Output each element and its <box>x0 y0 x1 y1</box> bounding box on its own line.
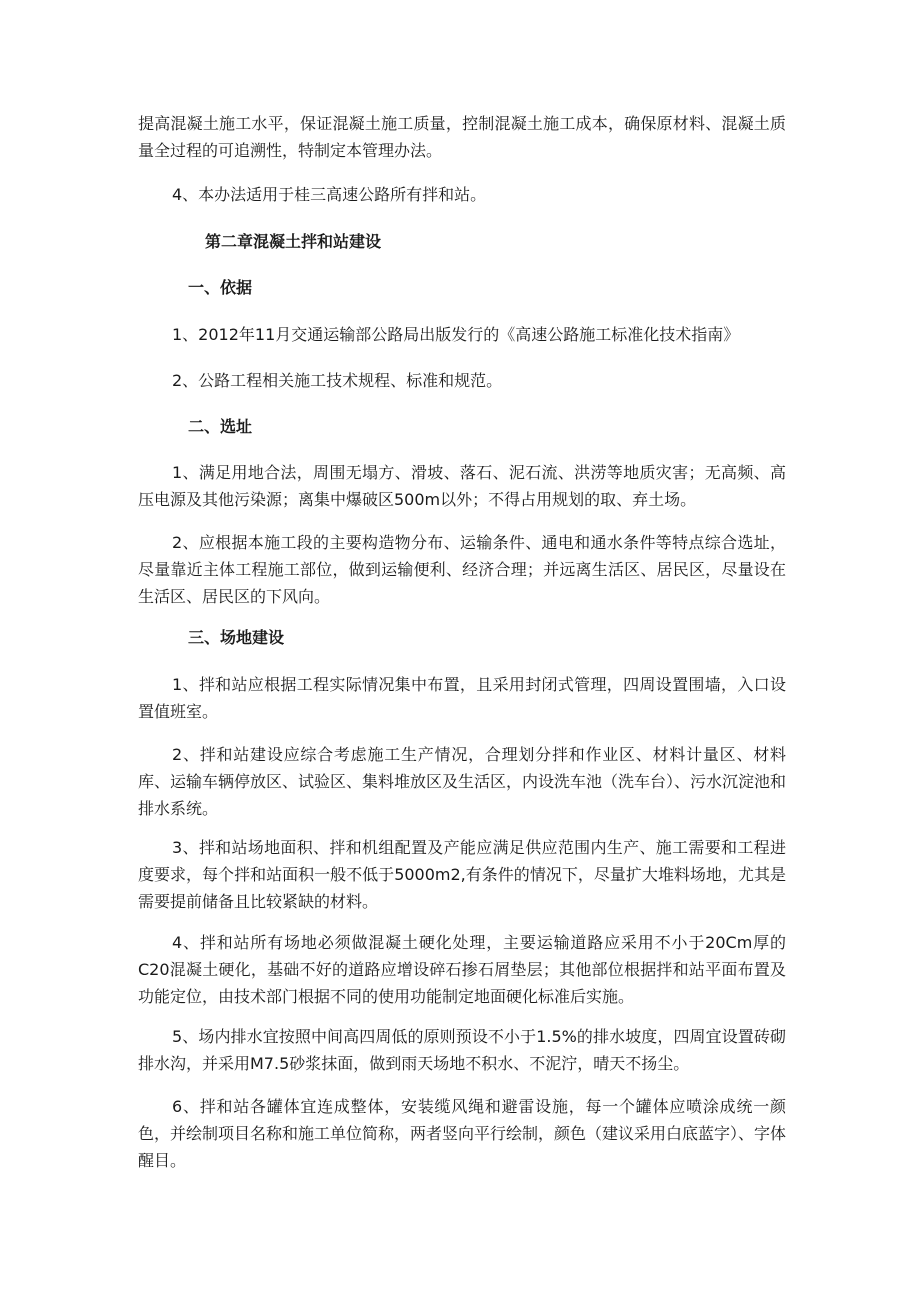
construction-item-1: 1、拌和站应根据工程实际情况集中布置，且采用封闭式管理，四周设置围墙，入口设置值班室。 <box>138 675 786 721</box>
section-heading-basis: 一、依据 <box>188 278 253 297</box>
basis-item-1: 1、2012年11月交通运输部公路局出版发行的《高速公路施工标准化技术指南》 <box>172 325 740 344</box>
scope-paragraph: 4、本办法适用于桂三高速公路所有拌和站。 <box>172 185 487 204</box>
construction-item-3: 3、拌和站场地面积、拌和机组配置及产能应满足供应范围内生产、施工需要和工程进度要求，每个拌和站面积一般不低于5000m2,有条件的情况下，尽量扩大堆料场地，尤其是需要提前储备且比较紧缺的材料。 <box>138 838 786 911</box>
section-heading-site: 二、选址 <box>188 417 253 436</box>
chapter-title: 第二章混凝土拌和站建设 <box>205 232 382 251</box>
basis-item-2: 2、公路工程相关施工技术规程、标准和规范。 <box>172 371 503 390</box>
construction-item-5: 5、场内排水宜按照中间高四周低的原则预设不小于1.5%的排水坡度，四周宜设置砖砌排水沟，并采用M7.5砂浆抹面，做到雨天场地不积水、不泥泞，晴天不扬尘。 <box>138 1027 786 1073</box>
intro-paragraph-end: 提高混凝土施工水平，保证混凝土施工质量，控制混凝土施工成本，确保原材料、混凝土质量全过程的可追溯性，特制定本管理办法。 <box>138 114 786 160</box>
site-item-2: 2、应根据本施工段的主要构造物分布、运输条件、通电和通水条件等特点综合选址，尽量靠近主体工程施工部位，做到运输便利、经济合理；并远离生活区、居民区，尽量设在生活区、居民区的下风向。 <box>138 533 786 606</box>
construction-item-2: 2、拌和站建设应综合考虑施工生产情况，合理划分拌和作业区、材料计量区、材料库、运输车辆停放区、试验区、集料堆放区及生活区，内设洗车池（洗车台）、污水沉淀池和排水系统。 <box>138 745 787 818</box>
site-item-1: 1、满足用地合法，周围无塌方、滑坡、落石、泥石流、洪涝等地质灾害；无高频、高压电源及其他污染源；离集中爆破区500m以外；不得占用规划的取、弃土场。 <box>138 463 786 509</box>
section-heading-construction: 三、场地建设 <box>188 628 285 647</box>
construction-item-6: 6、拌和站各罐体宜连成整体，安装缆风绳和避雷设施，每一个罐体应喷涂成统一颜色，并绘制项目名称和施工单位简称，两者竖向平行绘制，颜色（建议采用白底蓝字）、字体醒目。 <box>138 1097 787 1170</box>
construction-item-4: 4、拌和站所有场地必须做混凝土硬化处理，主要运输道路应采用不小于20Cm厚的C20混凝土硬化，基础不好的道路应增设碎石掺石屑垫层；其他部位根据拌和站平面布置及功能定位，由技术部门根据不同的使用功能制定地面硬化标准后实施。 <box>138 933 786 1006</box>
